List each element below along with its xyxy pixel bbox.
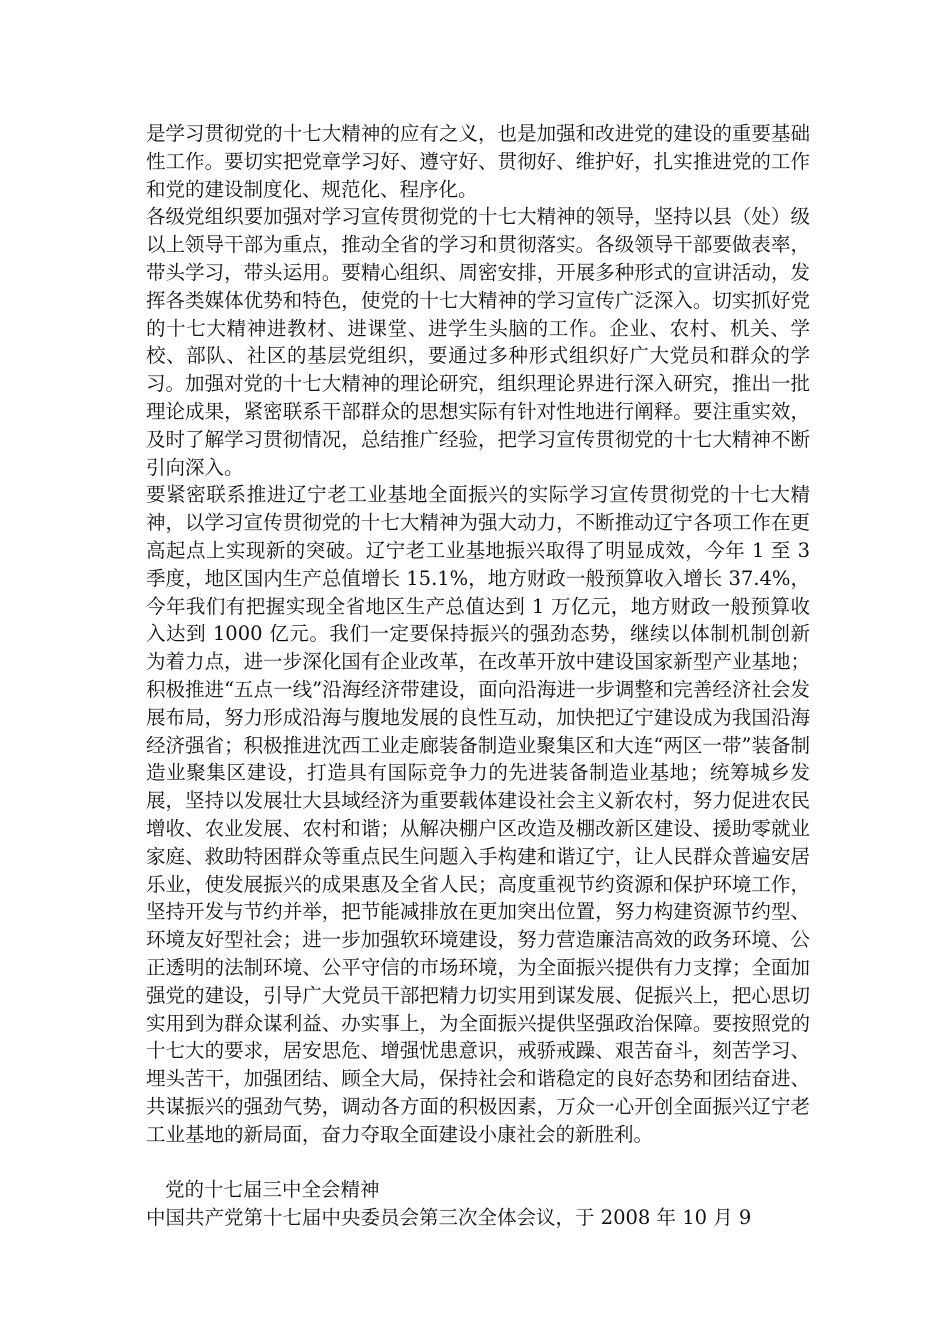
closing-line: 中国共产党第十七届中央委员会第三次全体会议，于 2008 年 10 月 9: [146, 1206, 752, 1230]
blank-line: [146, 1148, 810, 1176]
paragraph-liaoning-revitalization: 要紧密联系推进辽宁老工业基地全面振兴的实际学习宣传贯彻党的十七大精神，以学习宣传贯彻党的十七大精神为强大动力，不断推动辽宁各项工作在更高起点上实现新的突破。辽宁老工业基地振兴取得了明显成效，今年 1 至 3 季度，地区国内生产总值增长 15.1%，地方财政一般预算收入增长 37.4%，今年我们有把握实现全省地区生产总值达到 1 万亿元，地方财政一般预算收入达到 1000 亿元。我们一定要保持振兴的强劲态势，继续以体制机制创新为着力点，进一步深化国有企业改革，在改革开放中建设国家新型产业基地；积极推进“五点一线”沿海经济带建设，面向沿海进一步调整和完善经济社会发展布局，努力形成沿海与腹地发展的良性互动，加快把辽宁建设成为我国沿海经济强省；积极推进沈西工业走廊装备制造业聚集区和大连“两区一带”装备制造业聚集区建设，打造具有国际竞争力的先进装备制造业基地；统筹城乡发展，坚持以发展壮大县域经济为重要载体建设社会主义新农村，努力促进农民增收、农业发展、农村和谐；从解决棚户区改造及棚改新区建设、援助零就业家庭、救助特困群众等重点民生问题入手构建和谐辽宁，让人民群众普遍安居乐业，使发展振兴的成果惠及全省人民；高度重视节约资源和保护环境工作，坚持开发与节约并举，把节能减排放在更加突出位置，努力构建资源节约型、环境友好型社会；进一步加强软环境建设，努力营造廉洁高效的政务环境、公正透明的法制环境、公平守信的市场环境，为全面振兴提供有力支撑；全面加强党的建设，引导广大党员干部把精力切实用到谋发展、促振兴上，把心思切实用到为群众谋利益、办实事上，为全面振兴提供坚强政治保障。要按照党的十七大的要求，居安思危、增强忧患意识，戒骄戒躁、艰苦奋斗，刻苦学习、埋头苦干，加强团结、顾全大局，保持社会和谐稳定的良好态势和团结奋进、共谋振兴的强劲气势，调动各方面的积极因素，万众一心开创全面振兴辽宁老工业基地的新局面，奋力夺取全面建设小康社会的新胜利。: [146, 483, 810, 1146]
paragraph-party-organizations: 各级党组织要加强对学习宣传贯彻党的十七大精神的领导，坚持以县（处）级以上领导干部为重点，推动全省的学习和贯彻落实。各级领导干部要做表率，带头学习，带头运用。要精心组织、周密安排，开展多种形式的宣讲活动，发挥各类媒体优势和特色，使党的十七大精神的学习宣传广泛深入。切实抓好党的十七大精神进教材、进课堂、进学生头脑的工作。企业、农村、机关、学校、部队、社区的基层党组织，要通过多种形式组织好广大党员和群众的学习。加强对党的十七大精神的理论研究，组织理论界进行深入研究，推出一批理论成果，紧密联系干部群众的思想实际有针对性地进行阐释。要注重实效，及时了解学习贯彻情况，总结推广经验，把学习宣传贯彻党的十七大精神不断引向深入。: [146, 205, 810, 479]
paragraph-party-constitution: 是学习贯彻党的十七大精神的应有之义，也是加强和改进党的建设的重要基础性工作。要切实把党章学习好、遵守好、贯彻好、维护好，扎实推进党的工作和党的建设制度化、规范化、程序化。: [146, 122, 810, 201]
section-heading: 党的十七届三中全会精神: [165, 1178, 380, 1202]
document-body: [146, 120, 810, 1232]
